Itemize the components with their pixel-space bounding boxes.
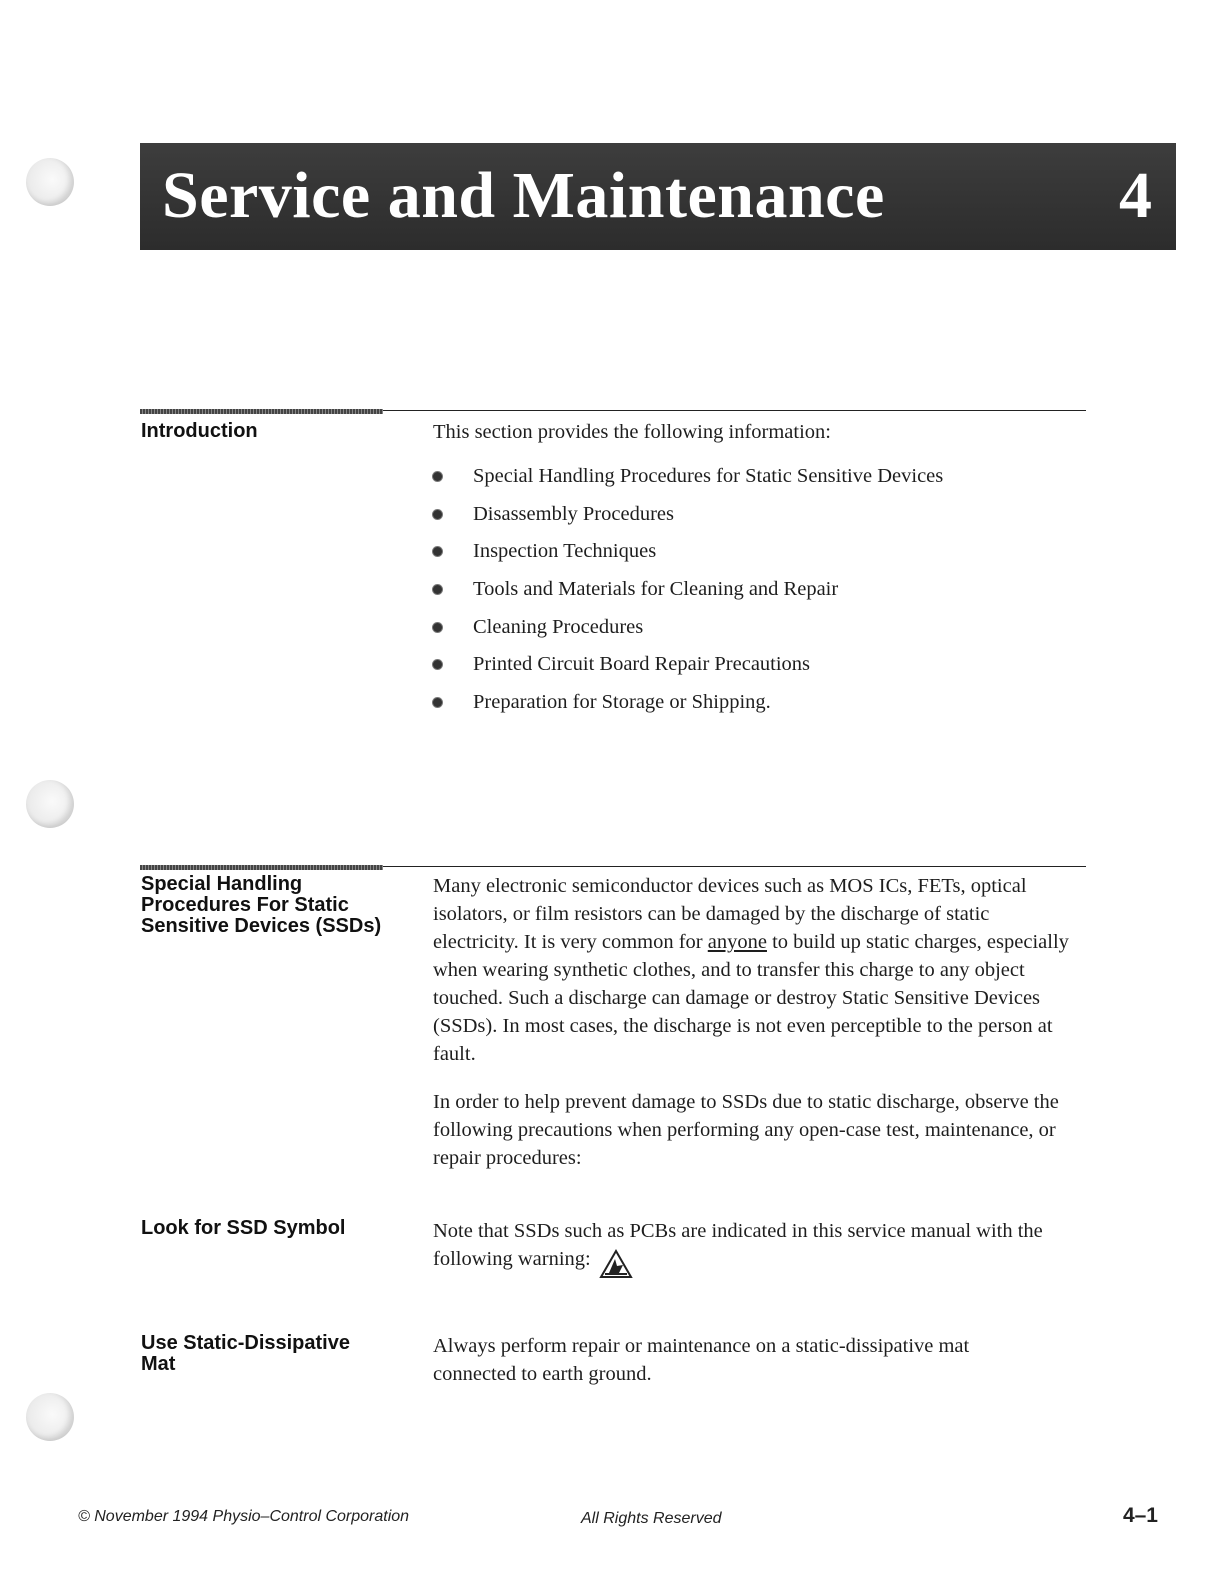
introduction-bullet-list — [433, 462, 943, 726]
chapter-banner — [140, 143, 1176, 250]
binder-hole-middle — [26, 780, 74, 828]
chapter-title: Service and Maintenance — [162, 159, 885, 232]
look-for-symbol-text: Note that SSDs such as PCBs are indicated in this service manual with the following warning: — [433, 1217, 1073, 1287]
list-item: Special Handling Procedures for Static Sensitive Devices — [433, 462, 943, 500]
bullet-icon — [433, 585, 442, 594]
footer-copyright: © November 1994 Physio–Control Corporation — [78, 1508, 410, 1525]
section-rule-ssd — [140, 866, 1086, 867]
ssd-paragraph-2: In order to help prevent damage to SSDs due to static discharge, observe the following precautions when performing any open-case test, maintenance, or repair procedures: — [433, 1091, 1059, 1169]
static-mat-heading: Use Static-Dissipative Mat — [141, 1332, 350, 1375]
ssd-paragraph-1: Many electronic semiconductor devices such as MOS ICs, FETs, optical isolators, or film resistors can be damaged by the discharge of static electricity. It is very common for anyone to build up static charges, especially when wearing synthetic clothes, and to transfer this charge to any object touched. Such a discharge can damage or destroy Static Sensitive Devices (SSDs). In most cases, the discharge is not even perceptible to the person at fault. — [433, 875, 1069, 1065]
underlined-word: anyone — [707, 931, 767, 953]
introduction-lead: This section provides the following information: — [433, 421, 831, 443]
esd-warning-icon — [599, 1249, 633, 1287]
bullet-icon — [433, 698, 442, 707]
ssd-heading: Special Handling Procedures For Static Sensitive Devices (SSDs) — [141, 873, 382, 937]
section-rule-introduction — [140, 410, 1086, 411]
list-item: Cleaning Procedures — [433, 613, 943, 651]
bullet-icon — [433, 547, 442, 556]
bullet-icon — [433, 472, 442, 481]
binder-hole-top — [26, 158, 74, 206]
list-item: Preparation for Storage or Shipping. — [433, 688, 943, 726]
introduction-heading: Introduction — [141, 420, 258, 442]
chapter-number: 4 — [1119, 159, 1152, 232]
list-item: Tools and Materials for Cleaning and Repair — [433, 575, 943, 613]
page-number: 4–1 — [1122, 1504, 1158, 1527]
look-for-symbol-heading: Look for SSD Symbol — [141, 1217, 346, 1239]
static-mat-text: Always perform repair or maintenance on a static-dissipative mat connected to earth ground. — [433, 1335, 970, 1385]
list-item: Disassembly Procedures — [433, 500, 943, 538]
footer-rights: All Rights Reserved — [581, 1510, 722, 1527]
binder-hole-bottom — [26, 1393, 74, 1441]
list-item: Inspection Techniques — [433, 537, 943, 575]
bullet-icon — [433, 510, 442, 519]
bullet-icon — [433, 660, 442, 669]
bullet-icon — [433, 623, 442, 632]
list-item: Printed Circuit Board Repair Precautions — [433, 650, 943, 688]
